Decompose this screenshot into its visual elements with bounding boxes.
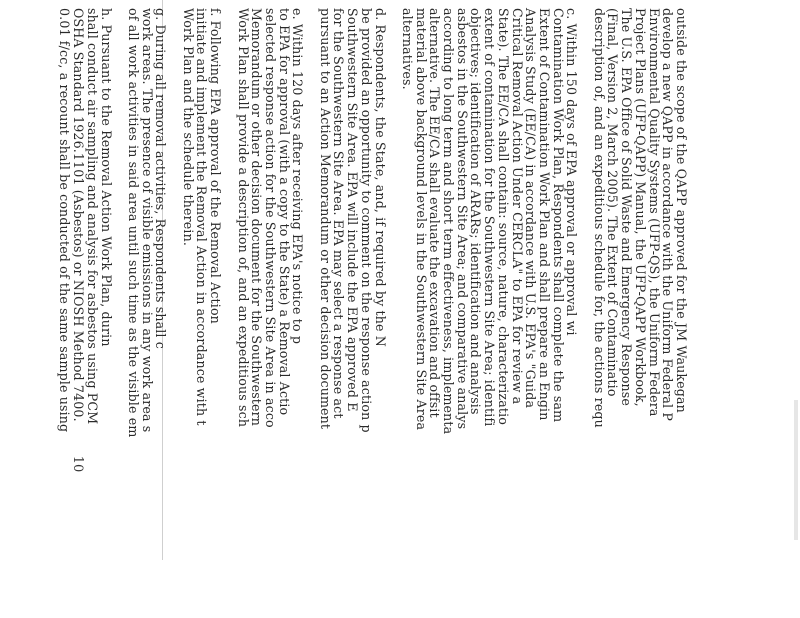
body-line: alternatives.	[400, 8, 415, 90]
body-line: f. Following EPA approval of the Removal Action	[208, 8, 224, 324]
body-line: material above background levels in the Southwestern Site Area	[413, 8, 429, 431]
body-line: extent of contamination for the Southwestern Site Area; identifi	[482, 8, 498, 427]
body-line: asbestos in the Southwestern Site Area; and comparative analys	[454, 8, 470, 430]
body-line: Work Plan and the schedule therein.	[180, 8, 196, 246]
body-line: Project Plans (UFP-QAPP) Manual, the UFP-QAPP Workbook,	[632, 8, 648, 407]
body-line: The U.S. EPA Office of Solid Waste and Emergency Response	[619, 8, 635, 407]
body-line: shall conduct air sampling and analysis for asbestos using PCM	[84, 8, 100, 425]
body-line: objectives; identification of ARARs; identification and analysis	[468, 8, 484, 415]
body-line: Work Plan shall provide a description of, and an expeditious sch	[235, 8, 251, 428]
body-line: initiate and implement the Removal Action in accordance with t	[194, 8, 210, 426]
body-line: Memorandum or other decision document for the Southwestern	[249, 8, 265, 427]
body-line: 0.01 f/cc, a recount shall be conducted of the same sample using	[57, 8, 73, 433]
body-line: State). The EE/CA shall contain: source, nature, characterizatio	[495, 8, 511, 425]
body-line: Contamination Work Plan, Respondents shall complete the sam	[550, 8, 566, 423]
body-line: work areas. The presence of visible emissions in any work area s	[139, 8, 155, 433]
body-line: according to long term and short term effectiveness, implementa	[441, 8, 457, 435]
document-body	[57, 0, 692, 618]
body-line: be provided an opportunity to comment on the response action p	[358, 8, 374, 433]
body-line: outside the scope of the QAPP approved for the JM Waukegan	[674, 8, 689, 413]
body-line: c. Within 150 days of EPA approval or approval wi	[564, 8, 580, 336]
body-line: h. Pursuant to the Removal Action Work Plan, durin	[98, 8, 114, 347]
body-line: of all work activities in said area until such time as the visible em	[126, 8, 141, 438]
body-line: selected response action for the Southwestern Site Area in acco	[263, 8, 278, 428]
body-line: d. Respondents, the State, and, if required by the N	[372, 8, 388, 347]
body-line: for the Southwestern Site Area. EPA may select a response act	[331, 8, 347, 419]
body-line: Critical Removal Action Under CERCLA" to EPA for review a	[509, 8, 525, 405]
body-line: (Final, Version 2, March 2005). The Extent of Contaminatio	[605, 8, 621, 397]
page-number: 10	[70, 455, 85, 473]
body-line: Extent of Contamination Work Plan and shall prepare an Engin	[537, 8, 552, 421]
body-line: to EPA for approval (with a copy to the State) a Removal Actio	[276, 8, 292, 416]
body-line: Southwestern Site Area. EPA will include the EPA approved E	[345, 8, 361, 412]
body-line: alternative. The EE/CA shall evaluate the excavation and offsit	[427, 8, 443, 418]
body-line: Environmental Quality Systems (UFP-QS), the Uniform Federa	[646, 8, 662, 417]
body-line: g. During all removal activities, Respondents shall c	[153, 8, 169, 349]
scan-edge-shade	[794, 400, 798, 540]
body-line: develop a new QAPP in accordance with the Uniform Federal P	[660, 8, 676, 422]
body-line: pursuant to an Action Memorandum or other decision document	[317, 8, 333, 430]
body-line: description of, and an expeditious schedule for, the actions requ	[591, 8, 607, 428]
body-line: OSHA Standard 1926.1101 (Asbestos) or NIOSH Method 7400.	[71, 8, 87, 422]
body-line: e. Within 120 days after receiving EPA's notice to p	[290, 8, 306, 345]
body-line: Analysis Study (EE/CA) in accordance with U.S. EPA's "Guida	[523, 8, 539, 409]
